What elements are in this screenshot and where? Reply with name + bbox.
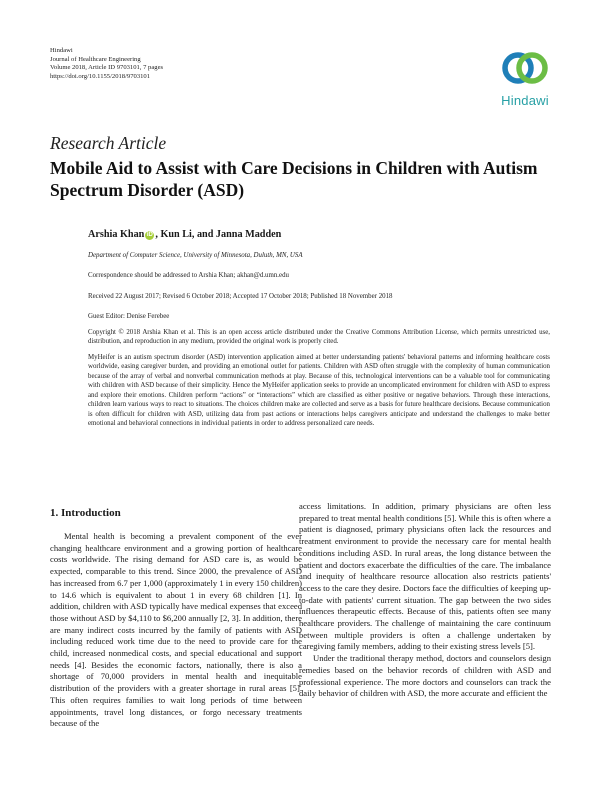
- hindawi-logo: [494, 46, 556, 108]
- volume-info: Volume 2018, Article ID 9703101, 7 pages: [50, 64, 164, 72]
- abstract: MyHeifer is an autism spectrum disorder (ASD) intervention application aimed at better understanding patients' behavioral patterns and informing healthcare costs worldwide, easing caregiver burden, and providing an emotional outlet for patients. Children with ASD often struggle with the complexity of human communication because of the array of verbal and nonverbal communication methods at play. Because of this, technological interventions can be a valuable tool for communicating with children with ASD because of their simplicity. Hence the MyHeifer application seeks to provide an uncomplicated environment for children with ASD to express and explore their emotions. Children perform “actions” or “interactions” which are classified as either positive or negative behaviors. Through these interactions, children learn various ways to react to situations. The choices children make are collected and serve as a basis for future healthcare decisions. Because communication is often difficult for children with ASD, utilizing data from past actions or interactions helps caregivers anticipate and understand the challenges to make better emotional and behavioral connections in individual patients in order to address personalized care needs.: [88, 354, 550, 428]
- copyright-notice: Copyright © 2018 Arshia Khan et al. This is an open access article distributed under the Creative Commons Attribution License, which permits unrestricted use, distribution, and reproduction in any medium, provided the original work is properly cited.: [88, 329, 550, 346]
- journal-meta: [50, 47, 350, 82]
- body-paragraph: Under the traditional therapy method, doctors and counselors design remedies based on the behavior records of children with ASD and professional experience. The more doctors and counselors can track the daily behavior of children with ASD, the more accurate and efficient the: [299, 653, 551, 699]
- logo-text: Hindawi: [501, 93, 549, 108]
- correspondence: Correspondence should be addressed to Arshia Khan; akhan@d.umn.edu: [88, 272, 289, 279]
- body-column-left: [50, 531, 302, 730]
- article-type: Research Article: [50, 133, 167, 153]
- publication-dates: Received 22 August 2017; Revised 6 October 2018; Accepted 17 October 2018; Published 18 November 2018: [88, 293, 393, 300]
- body-paragraph: Mental health is becoming a prevalent component of the ever changing healthcare environment and a growing portion of healthcare costs worldwide. The rising demand for ASD care is, as would be expected, comparable to this trend. Since 2000, the prevalence of ASD has increased from 6.7 per 1,000 (approximately 1 in every 150 children) to 14.6 which is equivalent to about 1 in every 68 children [1]. In addition, children with ASD typically have medical expenses that exceed those without ASD by $4,110 to $6,200 annually [2, 3]. In addition, there are many indirect costs incurred by the family of patients with ASD including reduced work time due to the need to provide care for the child, increased nonmedical costs, and special educational and support needs [4]. Besides the economic factors, nationally, there is also a shortage of 70,000 providers in mental health and inequitable distribution of the providers with a greater shortage in rural areas [5]. This often requires families to wait long periods of time between appointments, travel long distances, or forgo necessary treatments because of the: [50, 531, 302, 729]
- section-heading: 1. Introduction: [50, 507, 121, 519]
- orcid-icon[interactable]: iD: [146, 232, 153, 238]
- guest-editor: Guest Editor: Denise Ferebee: [88, 313, 170, 320]
- doi-link[interactable]: https://doi.org/10.1155/2018/9703101: [50, 73, 151, 81]
- journal-name: Journal of Healthcare Engineering: [50, 55, 141, 63]
- affiliation: Department of Computer Science, University of Minnesota, Duluth, MN, USA: [88, 252, 303, 259]
- body-paragraph: access limitations. In addition, primary physicians are often less prepared to treat mental health conditions [5]. While this is often where a patient is diagnosed, primary physicians often lack the resources and treatment environment to provide the necessary care for mental health conditions including ASD. In rural areas, the long distance between the patient and doctors exacerbate the difficulties of the care. The imbalance and inequity of healthcare resource allocation also restricts patients' access to the care they desire. Doctors face the difficulties of keeping up-to-date with patients' current situation. The gap between the two sides influences therapeutic effects. Because of this, patients often see many healthcare providers. The challenge of maintaining the care continuum between multiple providers is often a challenge undertaken by caregiving family members, adding to their existing stress levels [5].: [299, 501, 551, 652]
- paper-title: Mobile Aid to Assist with Care Decisions in Children with Autism Spectrum Disorder (ASD): [50, 158, 538, 200]
- body-column-right: [299, 501, 551, 700]
- other-authors: , Kun Li, and Janna Madden: [155, 229, 282, 240]
- hindawi-logo-icon: [494, 46, 556, 92]
- publisher-name: Hindawi: [50, 47, 73, 54]
- first-author[interactable]: Arshia Khan: [88, 229, 145, 240]
- author-list: [88, 229, 281, 240]
